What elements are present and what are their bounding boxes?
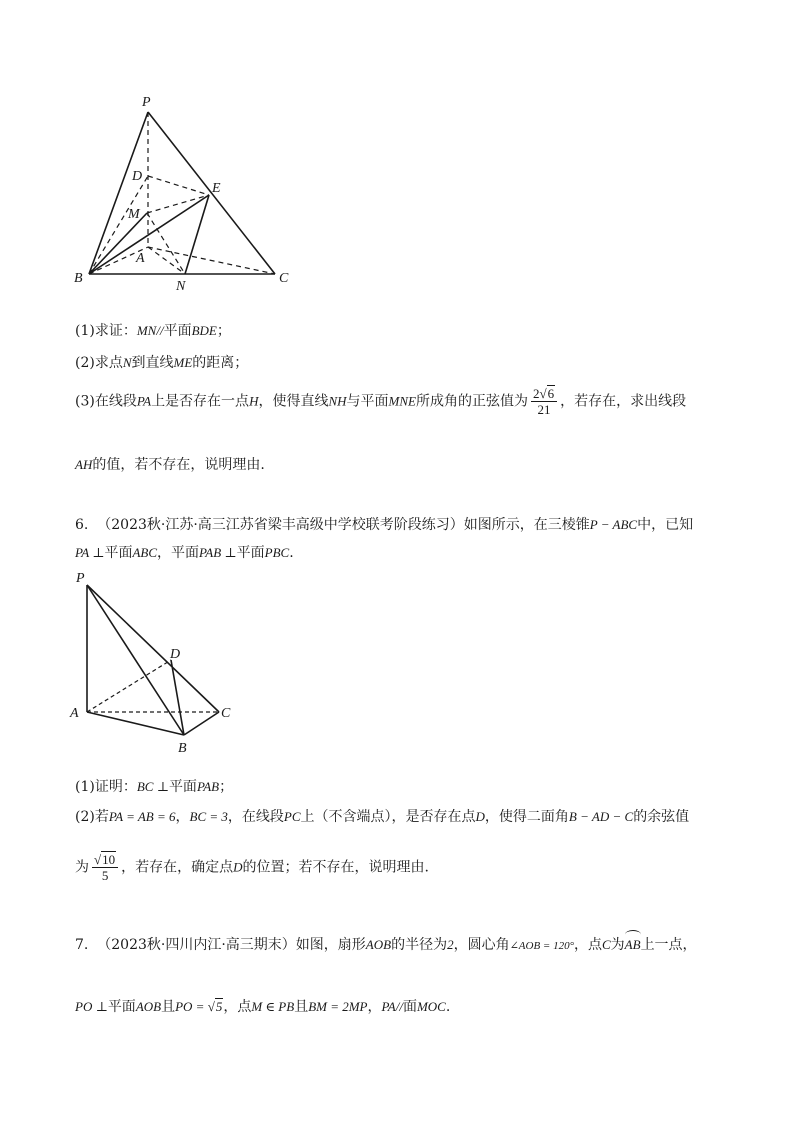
label-B: B	[178, 741, 187, 756]
figure-q6-tetrahedron	[66, 566, 246, 761]
label-D: D	[170, 647, 181, 662]
q7-stem-line2: PO ⊥平面AOB且PO = √5，点M ∈ PB且BM = 2MP，PA//面MOC.	[75, 999, 451, 1015]
q7-stem-line1: 7. （2023秋·四川内江·高三期末）如图，扇形AOB的半径为2，圆心角∠AOB = 120°，点C为AB上一点，	[75, 934, 697, 955]
q5-part3-cont: AH的值，若不存在，说明理由.	[75, 457, 265, 473]
q6-part2-cont: 为 $\frac{√10}{5}$ ，若存在，确定点D的位置；若不存在，说明理由.	[75, 852, 429, 883]
fraction-sqrt10-over-5: $\frac{√10}{5}$	[92, 852, 118, 883]
arc-AB: AB	[625, 934, 641, 954]
label-D: D	[132, 169, 143, 184]
q6-part1: (1)证明：BC ⊥平面PAB；	[75, 779, 234, 795]
label-M: M	[128, 207, 140, 222]
q5-part2: (2)求点N到直线ME的距离；	[75, 355, 249, 371]
label-C: C	[279, 271, 289, 286]
label-P: P	[76, 571, 85, 586]
q6-stem-line1: 6. （2023秋·江苏·高三江苏省梁丰高级中学校联考阶段练习）如图所示，在三棱锥P − ABC中，已知	[75, 517, 694, 533]
q6-stem-line2: PA ⊥平面ABC，平面PAB ⊥平面PBC.	[75, 545, 294, 561]
q5-part3: (3)在线段PA上是否存在一点H，使得直线NH与平面MNE所成角的正弦值为 $\frac{2√6}{21}$ ，若存在，求出线段	[75, 386, 687, 417]
figure-q5-pyramid	[70, 90, 300, 300]
fraction-2sqrt6-over-21: $\frac{2√6}{21}$	[531, 386, 557, 417]
q5-part1: (1)求证：MN//平面BDE；	[75, 323, 231, 339]
label-B: B	[74, 271, 83, 286]
label-C: C	[221, 706, 231, 721]
label-P: P	[142, 95, 151, 110]
label-A: A	[70, 706, 79, 721]
q6-part2: (2)若PA = AB = 6，BC = 3，在线段PC上（不含端点），是否存在点D，使得二面角B − AD − C的余弦值	[75, 809, 690, 825]
label-A: A	[136, 251, 145, 266]
label-E: E	[212, 181, 221, 196]
label-N: N	[176, 279, 186, 294]
